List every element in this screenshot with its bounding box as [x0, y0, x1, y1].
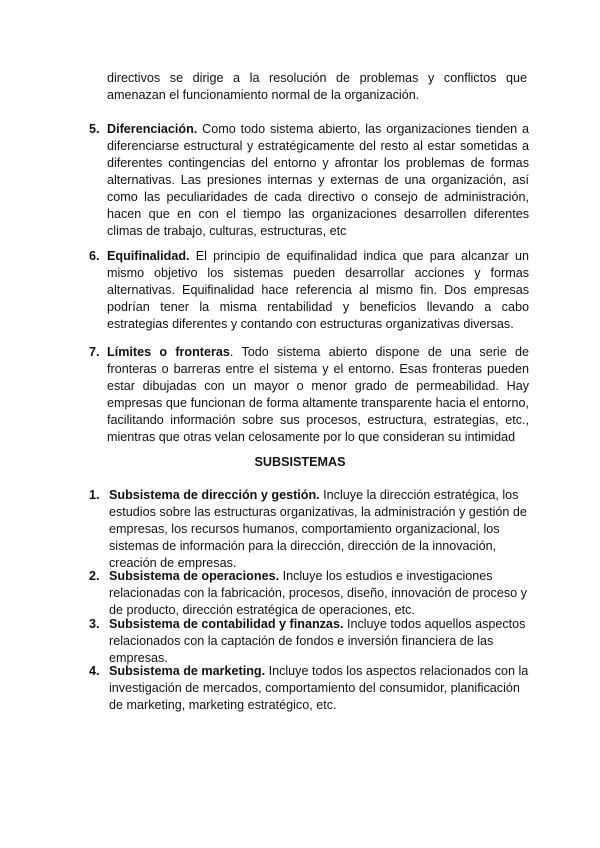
principle-term: Diferenciación. [107, 122, 198, 136]
subsystem-item-3 [89, 616, 529, 667]
principle-term: Equifinalidad. [107, 249, 190, 263]
subsystem-text: Incluye los estudios e investigaciones relacionadas con la fabricación, procesos, diseño, innovación de proceso y de producto, dirección estratégica de operaciones, etc. [109, 569, 527, 617]
subsystem-number: 3. [89, 617, 100, 631]
subsystem-text: Incluye todos aquellos aspectos relacionados con la captación de fondos e inversión financiera de las empresas. [109, 617, 526, 665]
subsystem-body [109, 487, 529, 572]
principle-number: 6. [89, 249, 100, 263]
subsystem-term: Subsistema de marketing. [109, 664, 266, 678]
principle-text: El principio de equifinalidad indica que para alcanzar un mismo objetivo los sistemas pueden desarrollar acciones y formas alternativas. Equifinalidad hace referencia al mismo fin. Dos empresas podrían tener la misma rentabilidad y beneficios llevando a cabo estrategias diferentes y contando con estructuras organizativas diversas. [107, 249, 529, 331]
principle-body [107, 121, 529, 240]
subsystem-number: 2. [89, 569, 100, 583]
principle-body [107, 344, 529, 446]
subsystem-text: Incluye todos los aspectos relacionados con la investigación de mercados, comportamiento del consumidor, planificación de marketing, marketing estratégico, etc. [109, 664, 529, 712]
subsystem-number: 4. [89, 664, 100, 678]
subsystem-term: Subsistema de contabilidad y finanzas. [109, 617, 344, 631]
subsystems-heading: SUBSISTEMAS [254, 455, 346, 469]
subsystem-item-4 [89, 663, 529, 714]
subsystem-body [109, 616, 529, 667]
subsystem-body [109, 568, 529, 619]
principle-item-5 [89, 121, 529, 240]
principle-text: . Todo sistema abierto dispone de una serie de fronteras o barreras entre el sistema y el entorno. Esas fronteras pueden estar dibujadas con un mayor o menor grado de permeabilidad. Hay empresas que funcionan de forma altamente transparente hacia el entorno, facilitando información sobre sus procesos, estructura, estrategias, etc., mientras que otras velan celosamente por lo que consideran su intimidad [107, 345, 529, 444]
subsystem-term: Subsistema de operaciones. [109, 569, 280, 583]
principle-body [107, 248, 529, 333]
principle-item-6 [89, 248, 529, 333]
subsystem-text: Incluye la dirección estratégica, los estudios sobre las estructuras organizativas, la administración y gestión de empresas, los recursos humanos, comportamiento organizacional, los sistemas de información para la dirección, dirección de la innovación, creación de empresas. [109, 488, 527, 570]
principle-number: 7. [89, 345, 100, 359]
subsystem-item-2 [89, 568, 529, 619]
intro-paragraph: directivos se dirige a la resolución de problemas y conflictos que amenazan el funcionamiento normal de la organización. [107, 71, 527, 102]
subsystem-body [109, 663, 529, 714]
subsystem-term: Subsistema de dirección y gestión. [109, 488, 320, 502]
principle-item-7 [89, 344, 529, 446]
subsystem-number: 1. [89, 488, 100, 502]
principle-number: 5. [89, 122, 100, 136]
principle-text: Como todo sistema abierto, las organizaciones tienden a diferenciarse estructural y estratégicamente del resto al estar sometidas a diferentes contingencias del entorno y afrontar los problemas de formas alternativas. Las presiones internas y externas de una organización, así como las peculiaridades de cada directivo o consejo de administración, hacen que en con el tiempo las organizaciones desarrollen diferentes climas de trabajo, culturas, estructuras, etc [107, 122, 529, 238]
principle-term: Límites o fronteras [107, 345, 230, 359]
subsystem-item-1 [89, 487, 529, 572]
